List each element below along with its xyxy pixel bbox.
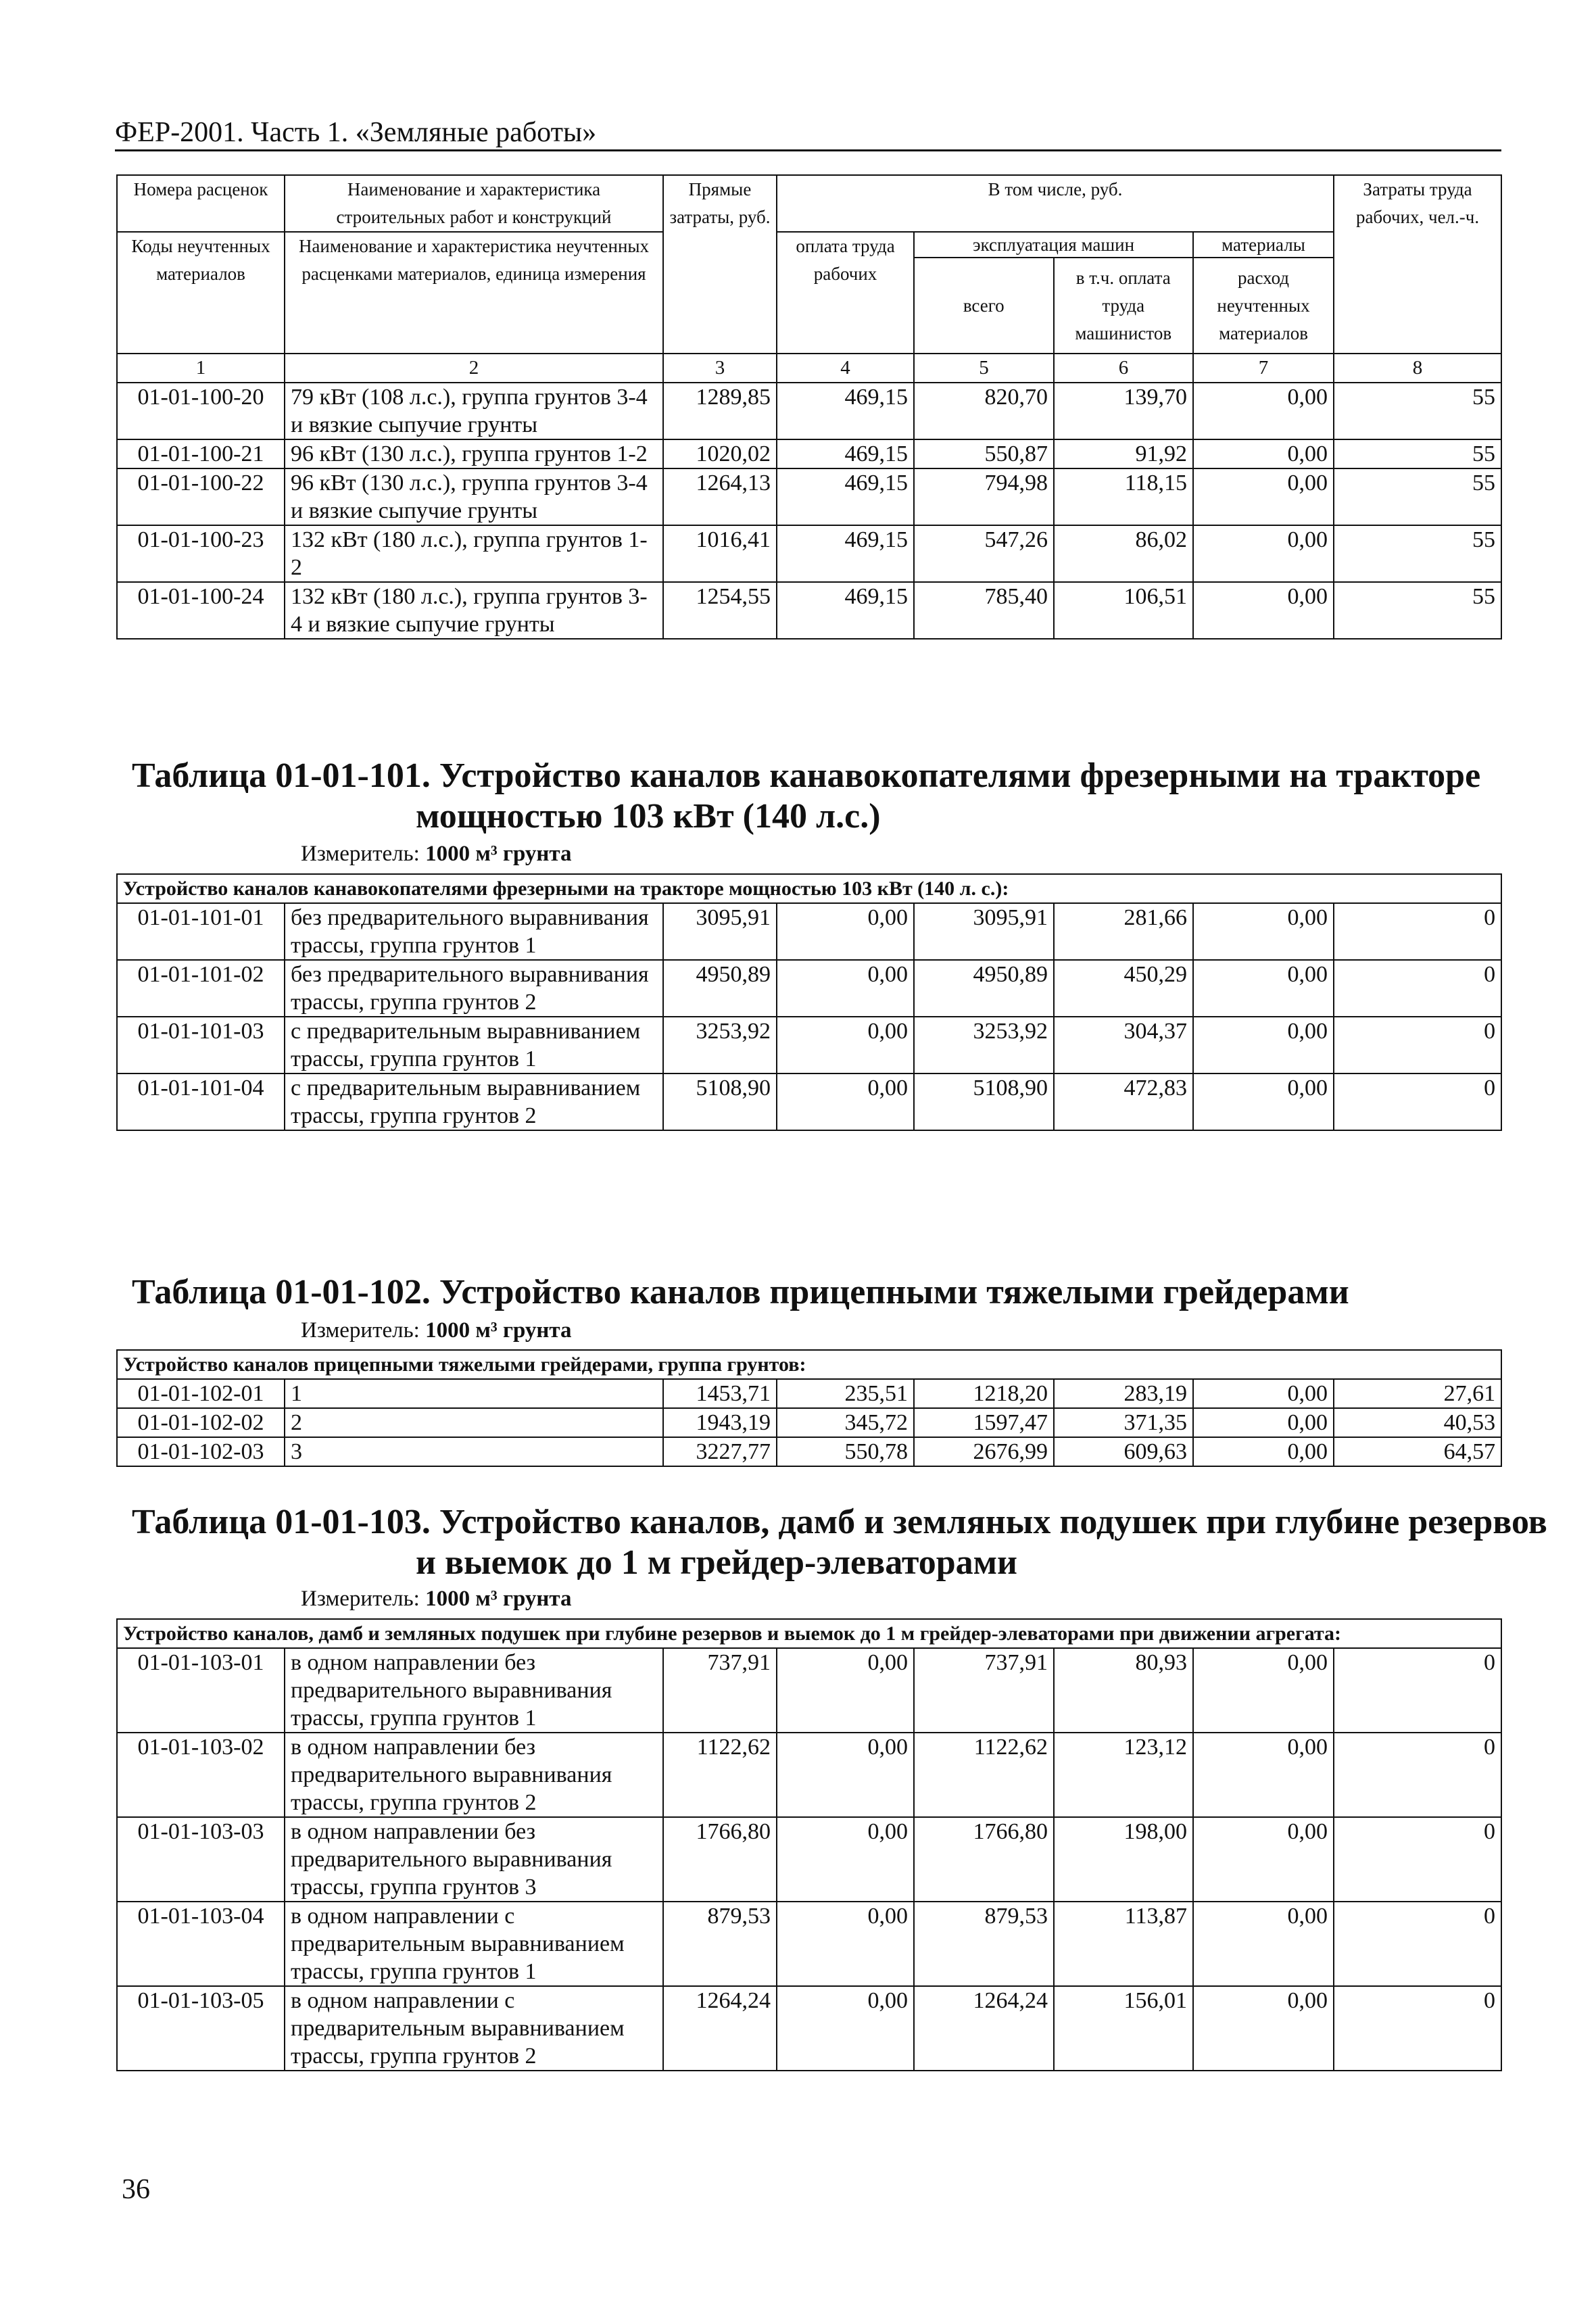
direct-costs: 1254,55 [663, 582, 777, 639]
materials: 0,00 [1193, 383, 1334, 439]
header-machinists-pay: в т.ч. оплата труда машинистов [1075, 267, 1172, 343]
worker-pay: 469,15 [777, 383, 914, 439]
rate-code: 01-01-103-03 [117, 1817, 285, 1902]
meter-label: Измеритель: [301, 842, 420, 866]
column-number: 2 [285, 354, 663, 383]
machines-total: 737,91 [914, 1648, 1054, 1733]
rate-name: с предварительным выравниванием трассы, группа грунтов 2 [285, 1073, 663, 1130]
materials: 0,00 [1193, 439, 1334, 468]
page-header: ФЕР-2001. Часть 1. «Земляные работы» [115, 117, 597, 148]
rate-name: 96 кВт (130 л.с.), группа грунтов 3-4 и вязкие сыпучие грунты [285, 468, 663, 525]
rate-name: 1 [285, 1379, 663, 1408]
direct-costs: 1264,13 [663, 468, 777, 525]
rate-code: 01-01-100-24 [117, 582, 285, 639]
machinists-pay: 86,02 [1054, 525, 1193, 582]
worker-pay: 469,15 [777, 468, 914, 525]
machinists-pay: 472,83 [1054, 1073, 1193, 1130]
direct-costs: 1122,62 [663, 1733, 777, 1817]
rate-name: без предварительного выравнивания трассы, группа грунтов 1 [285, 903, 663, 960]
meter-value: 1000 м³ грунта [425, 1318, 572, 1343]
header-materials-group [1193, 232, 1334, 354]
machines-total: 1122,62 [914, 1733, 1054, 1817]
labor-hours: 55 [1334, 525, 1501, 582]
labor-hours: 0 [1334, 1733, 1501, 1817]
rate-name: без предварительного выравнивания трассы, группа грунтов 2 [285, 960, 663, 1017]
machinists-pay: 113,87 [1054, 1902, 1193, 1986]
labor-hours: 55 [1334, 439, 1501, 468]
machines-total: 3253,92 [914, 1017, 1054, 1073]
worker-pay: 469,15 [777, 525, 914, 582]
table-row [117, 1817, 1501, 1902]
machinists-pay: 139,70 [1054, 383, 1193, 439]
materials: 0,00 [1193, 1648, 1334, 1733]
rate-name: в одном направлении с предварительным выравниванием трассы, группа грунтов 1 [285, 1902, 663, 1986]
header-rates-number: Номера расценок [117, 175, 285, 232]
header-work-name: Наименование и характеристика строительных работ и конструкций [285, 175, 663, 232]
header-machines-group [914, 232, 1193, 354]
rate-name: в одном направлении без предварительного выравнивания трассы, группа грунтов 3 [285, 1817, 663, 1902]
direct-costs: 1016,41 [663, 525, 777, 582]
rate-code: 01-01-102-01 [117, 1379, 285, 1408]
worker-pay: 0,00 [777, 1902, 914, 1986]
machines-total: 1597,47 [914, 1408, 1054, 1437]
header-material-codes: Коды неучтенных материалов [117, 232, 285, 354]
header-material-name: Наименование и характеристика неучтенных расценками материалов, единица измерения [285, 232, 663, 354]
direct-costs: 1453,71 [663, 1379, 777, 1408]
materials: 0,00 [1193, 1733, 1334, 1817]
rate-code: 01-01-103-01 [117, 1648, 285, 1733]
machinists-pay: 283,19 [1054, 1379, 1193, 1408]
table-row [117, 1648, 1501, 1733]
worker-pay: 0,00 [777, 903, 914, 960]
table-101-meter [301, 842, 572, 867]
worker-pay: 0,00 [777, 1733, 914, 1817]
materials: 0,00 [1193, 1437, 1334, 1466]
machinists-pay: 118,15 [1054, 468, 1193, 525]
materials: 0,00 [1193, 468, 1334, 525]
rate-name: в одном направлении с предварительным выравниванием трассы, группа грунтов 2 [285, 1986, 663, 2071]
machines-total: 2676,99 [914, 1437, 1054, 1466]
materials: 0,00 [1193, 903, 1334, 960]
rate-name: 2 [285, 1408, 663, 1437]
machines-total: 4950,89 [914, 960, 1054, 1017]
direct-costs: 3253,92 [663, 1017, 777, 1073]
machines-total: 820,70 [914, 383, 1054, 439]
direct-costs: 1264,24 [663, 1986, 777, 2071]
table-row [117, 1733, 1501, 1817]
header-unaccounted-materials: расход неучтенных материалов [1217, 267, 1310, 343]
direct-costs: 3227,77 [663, 1437, 777, 1466]
materials: 0,00 [1193, 1408, 1334, 1437]
table-row [117, 1437, 1501, 1466]
table-row [117, 582, 1501, 639]
header-machines-total: всего [915, 258, 1055, 353]
direct-costs: 1766,80 [663, 1817, 777, 1902]
materials: 0,00 [1193, 1073, 1334, 1130]
header-rule [115, 149, 1501, 151]
labor-hours: 0 [1334, 1648, 1501, 1733]
table-103-title-line1: Таблица 01-01-103. Устройство каналов, дамб и земляных подушек при глубине резервов [132, 1503, 1547, 1541]
header-materials: материалы [1194, 233, 1333, 258]
machines-total: 547,26 [914, 525, 1054, 582]
rate-name: 79 кВт (108 л.с.), группа грунтов 3-4 и вязкие сыпучие грунты [285, 383, 663, 439]
machinists-pay: 123,12 [1054, 1733, 1193, 1817]
machinists-pay: 198,00 [1054, 1817, 1193, 1902]
table-row [117, 1017, 1501, 1073]
table-row [117, 903, 1501, 960]
table-row [117, 1902, 1501, 1986]
rate-name: с предварительным выравниванием трассы, группа грунтов 1 [285, 1017, 663, 1073]
labor-hours: 55 [1334, 468, 1501, 525]
machines-total: 794,98 [914, 468, 1054, 525]
rate-code: 01-01-101-04 [117, 1073, 285, 1130]
meter-value: 1000 м³ грунта [425, 1587, 572, 1611]
machines-total: 550,87 [914, 439, 1054, 468]
machinists-pay: 371,35 [1054, 1408, 1193, 1437]
table-102-title-line1: Таблица 01-01-102. Устройство каналов прицепными тяжелыми грейдерами [132, 1273, 1349, 1311]
table-01-01-100 [116, 174, 1502, 640]
column-number: 7 [1193, 354, 1334, 383]
column-number: 3 [663, 354, 777, 383]
direct-costs: 3095,91 [663, 903, 777, 960]
machines-total: 785,40 [914, 582, 1054, 639]
materials: 0,00 [1193, 525, 1334, 582]
labor-hours: 0 [1334, 960, 1501, 1017]
machinists-pay: 609,63 [1054, 1437, 1193, 1466]
worker-pay: 235,51 [777, 1379, 914, 1408]
meter-label: Измеритель: [301, 1318, 420, 1343]
column-number: 6 [1054, 354, 1193, 383]
header-direct-costs: Прямые затраты, руб. [663, 175, 777, 354]
header-labor-hours: Затраты труда рабочих, чел.-ч. [1334, 175, 1501, 354]
worker-pay: 469,15 [777, 582, 914, 639]
table-row [117, 468, 1501, 525]
rate-code: 01-01-100-20 [117, 383, 285, 439]
meter-label: Измеритель: [301, 1587, 420, 1611]
table-102-section: Устройство каналов прицепными тяжелыми грейдерами, группа грунтов: [117, 1350, 1501, 1379]
column-number: 5 [914, 354, 1054, 383]
labor-hours: 0 [1334, 1073, 1501, 1130]
page-number: 36 [122, 2174, 150, 2205]
labor-hours: 0 [1334, 1017, 1501, 1073]
column-number: 1 [117, 354, 285, 383]
direct-costs: 4950,89 [663, 960, 777, 1017]
worker-pay: 0,00 [777, 960, 914, 1017]
labor-hours: 40,53 [1334, 1408, 1501, 1437]
table-103-title-line2: и выемок до 1 м грейдер-элеваторами [416, 1543, 1018, 1582]
machinists-pay: 156,01 [1054, 1986, 1193, 2071]
direct-costs: 1020,02 [663, 439, 777, 468]
rate-code: 01-01-101-02 [117, 960, 285, 1017]
table-101-section: Устройство каналов канавокопателями фрезерными на тракторе мощностью 103 кВт (140 л. с.): [117, 874, 1501, 903]
rate-name: 3 [285, 1437, 663, 1466]
direct-costs: 1943,19 [663, 1408, 777, 1437]
header-including: В том числе, руб. [777, 175, 1334, 232]
materials: 0,00 [1193, 1017, 1334, 1073]
machinists-pay: 304,37 [1054, 1017, 1193, 1073]
direct-costs: 879,53 [663, 1902, 777, 1986]
machinists-pay: 450,29 [1054, 960, 1193, 1017]
rate-name: 132 кВт (180 л.с.), группа грунтов 1-2 [285, 525, 663, 582]
table-row [117, 439, 1501, 468]
rate-name: 132 кВт (180 л.с.), группа грунтов 3-4 и вязкие сыпучие грунты [285, 582, 663, 639]
rate-code: 01-01-103-02 [117, 1733, 285, 1817]
rate-name: в одном направлении без предварительного выравнивания трассы, группа грунтов 2 [285, 1733, 663, 1817]
machinists-pay: 281,66 [1054, 903, 1193, 960]
materials: 0,00 [1193, 582, 1334, 639]
machines-total: 5108,90 [914, 1073, 1054, 1130]
labor-hours: 27,61 [1334, 1379, 1501, 1408]
rate-code: 01-01-100-23 [117, 525, 285, 582]
machinists-pay: 106,51 [1054, 582, 1193, 639]
direct-costs: 5108,90 [663, 1073, 777, 1130]
table-row [117, 383, 1501, 439]
labor-hours: 0 [1334, 903, 1501, 960]
machines-total: 1766,80 [914, 1817, 1054, 1902]
worker-pay: 345,72 [777, 1408, 914, 1437]
materials: 0,00 [1193, 1817, 1334, 1902]
table-row [117, 1073, 1501, 1130]
table-103-title [132, 1502, 1547, 1583]
direct-costs: 1289,85 [663, 383, 777, 439]
rate-code: 01-01-103-05 [117, 1986, 285, 2071]
table-102-title [132, 1272, 1349, 1313]
table-row [117, 525, 1501, 582]
rate-code: 01-01-101-03 [117, 1017, 285, 1073]
rate-code: 01-01-100-21 [117, 439, 285, 468]
machines-total: 879,53 [914, 1902, 1054, 1986]
materials: 0,00 [1193, 1902, 1334, 1986]
table-row [117, 960, 1501, 1017]
worker-pay: 0,00 [777, 1817, 914, 1902]
table-row [117, 1379, 1501, 1408]
table-101-title-line1: Таблица 01-01-101. Устройство каналов канавокопателями фрезерными на тракторе [132, 756, 1481, 795]
labor-hours: 0 [1334, 1902, 1501, 1986]
rate-code: 01-01-102-02 [117, 1408, 285, 1437]
machines-total: 3095,91 [914, 903, 1054, 960]
rate-code: 01-01-101-01 [117, 903, 285, 960]
table-101-title-line2: мощностью 103 кВт (140 л.с.) [416, 797, 881, 836]
table-01-01-102 [116, 1349, 1502, 1467]
machinists-pay: 91,92 [1054, 439, 1193, 468]
labor-hours: 55 [1334, 383, 1501, 439]
table-103-section: Устройство каналов, дамб и земляных подушек при глубине резервов и выемок до 1 м грейдер-элеваторами при движении агрегата: [117, 1619, 1501, 1648]
table-01-01-103 [116, 1618, 1502, 2071]
materials: 0,00 [1193, 1986, 1334, 2071]
rate-name: 96 кВт (130 л.с.), группа грунтов 1-2 [285, 439, 663, 468]
header-machines: эксплуатация машин [915, 233, 1192, 258]
labor-hours: 64,57 [1334, 1437, 1501, 1466]
table-header [117, 175, 1501, 354]
machines-total: 1264,24 [914, 1986, 1054, 2071]
materials: 0,00 [1193, 960, 1334, 1017]
rate-name: в одном направлении без предварительного выравнивания трассы, группа грунтов 1 [285, 1648, 663, 1733]
table-101-title [132, 756, 1480, 837]
machinists-pay: 80,93 [1054, 1648, 1193, 1733]
direct-costs: 737,91 [663, 1648, 777, 1733]
materials: 0,00 [1193, 1379, 1334, 1408]
labor-hours: 0 [1334, 1817, 1501, 1902]
rate-code: 01-01-100-22 [117, 468, 285, 525]
machines-total: 1218,20 [914, 1379, 1054, 1408]
worker-pay: 469,15 [777, 439, 914, 468]
worker-pay: 0,00 [777, 1073, 914, 1130]
header-worker-pay: оплата труда рабочих [777, 232, 914, 354]
table-row [117, 1408, 1501, 1437]
rate-code: 01-01-103-04 [117, 1902, 285, 1986]
table-103-meter [301, 1587, 572, 1612]
table-01-01-101 [116, 873, 1502, 1131]
worker-pay: 0,00 [777, 1017, 914, 1073]
labor-hours: 0 [1334, 1986, 1501, 2071]
table-row [117, 1986, 1501, 2071]
worker-pay: 0,00 [777, 1986, 914, 2071]
labor-hours: 55 [1334, 582, 1501, 639]
worker-pay: 550,78 [777, 1437, 914, 1466]
worker-pay: 0,00 [777, 1648, 914, 1733]
table-102-meter [301, 1318, 572, 1343]
meter-value: 1000 м³ грунта [425, 842, 572, 866]
column-number: 4 [777, 354, 914, 383]
rate-code: 01-01-102-03 [117, 1437, 285, 1466]
column-number: 8 [1334, 354, 1501, 383]
